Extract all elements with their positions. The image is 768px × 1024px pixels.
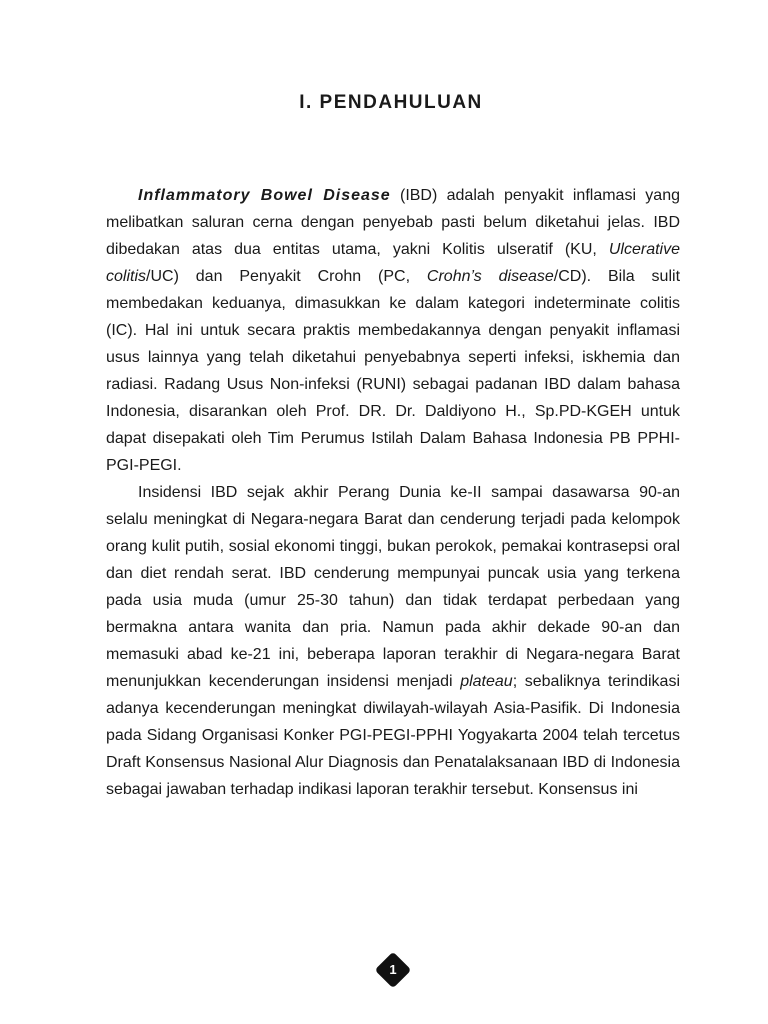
page-number-marker [371, 948, 415, 992]
italic-term: Ulcerative colitis [106, 241, 680, 285]
text-run: /UC) dan Penyakit Crohn (PC, [146, 268, 427, 285]
text-run: Insidensi IBD sejak akhir Perang Dunia ke-II sampai dasawarsa 90-an selalu meningkat di Negara-negara Barat dan cenderung terjadi pada kelompok orang kulit putih, sosial ekonomi tinggi, bukan perokok, pemakai kontrasepsi oral dan diet rendah serat. IBD cenderung mempunyai puncak usia yang terkena pada usia muda (umur 25-30 tahun) dan tidak terdapat perbedaan yang bermakna antara wanita dan pria. Namun pada akhir dekade 90-an dan memasuki abad ke-21 ini, beberapa laporan terakhir di Negara-negara Barat menunjukkan kecenderungan insidensi menjadi [106, 484, 680, 690]
paragraph-1 [106, 182, 680, 479]
page-number: 1 [389, 962, 397, 977]
italic-term: plateau [460, 673, 513, 690]
text-run: (IBD) adalah penyakit inflamasi yang melibatkan saluran cerna dengan penyebab pasti belum diketahui jelas. IBD dibedakan atas dua entitas utama, yakni Kolitis ulseratif (KU, [106, 187, 680, 258]
italic-term: Crohn’s disease [426, 268, 554, 285]
text-run: ; sebaliknya terindikasi adanya kecenderungan meningkat diwilayah-wilayah Asia-Pasifik. Di Indonesia pada Sidang Organisasi Konker PGI-PEGI-PPHI Yogyakarta 2004 telah tercetus Draft Konsensus Nasional Alur Diagnosis dan Penatalaksanaan IBD di Indonesia sebagai jawaban terhadap indikasi laporan terakhir tersebut. Konsensus ini [106, 673, 680, 798]
chapter-title: I. PENDAHULUAN [299, 92, 483, 113]
text-run: /CD). Bila sulit membedakan keduanya, dimasukkan ke dalam kategori indeterminate colitis (IC). Hal ini untuk secara praktis membedakannya dengan penyakit inflamasi usus lainnya yang telah diketahui penyebabnya seperti infeksi, iskhemia dan radiasi. Radang Usus Non-infeksi (RUNI) sebagai padanan IBD dalam bahasa Indonesia, disarankan oleh Prof. DR. Dr. Daldiyono H., Sp.PD-KGEH untuk dapat disepakati oleh Tim Perumus Istilah Dalam Bahasa Indonesia PB PPHI-PGI-PEGI. [106, 268, 681, 474]
body-text [106, 182, 680, 803]
lead-term: Inflammatory Bowel Disease [138, 187, 391, 204]
paragraph-2 [106, 479, 680, 803]
